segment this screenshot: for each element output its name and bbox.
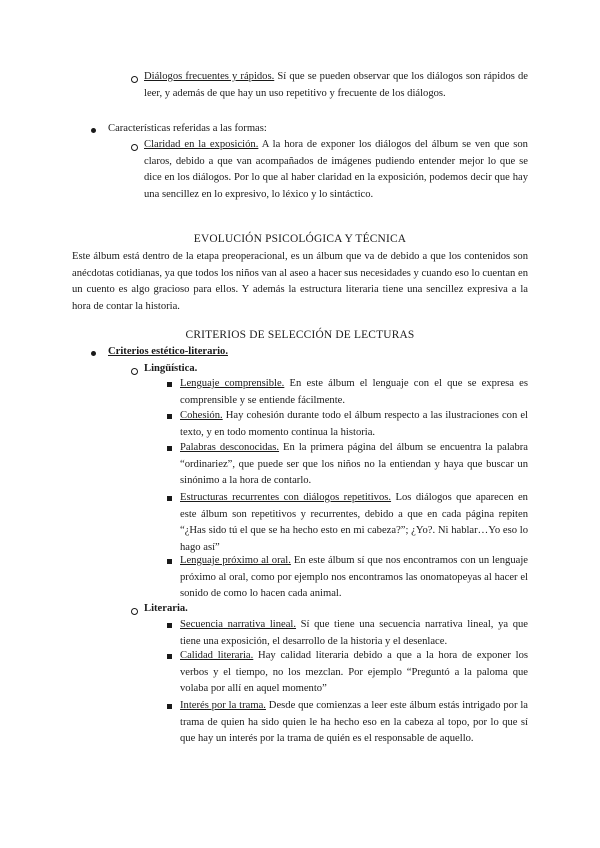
square-bullet-icon — [167, 623, 172, 628]
section-heading-criterios: CRITERIOS DE SELECCIÓN DE LECTURAS — [185, 329, 415, 341]
item-dialogos — [144, 69, 528, 102]
item-text: Sí que tiene una secuencia narrativa lineal, ya que tiene una exposición, el desarrollo de la historia y el desenlace. — [180, 619, 529, 647]
literaria-item — [180, 648, 528, 698]
square-bullet-icon — [167, 704, 172, 709]
linguistica-item — [180, 553, 528, 603]
item-text: En este álbum sí que nos encontramos con un lenguaje próximo al oral, como por ejemplo nos encontramos las onomatopeyas al hacer el sonido de como lo hacen cada animal. — [180, 555, 528, 600]
item-text: En la primera página del álbum se encuentra la palabra “ordinariez”, que puede ser que los niños no la entiendan y haya que buscar un sinónimo a la hora de contarlo. — [180, 442, 529, 487]
item-text: Hay cohesión durante todo el álbum respecto a las ilustraciones con el texto, y en todo momento continua la historia. — [180, 410, 528, 438]
circle-bullet-icon — [131, 608, 138, 615]
linguistica-item — [180, 490, 528, 556]
paragraph-evolucion: Este álbum está dentro de la etapa preoperacional, es un álbum que va de debido a que los contenidos son anécdotas cotidianas, ya que todos los niños van al aseo a hacer sus necesidades y cuando eso lo cuentan en un cuento es algo gracioso para ellos. Y además la estructura literaria tiene una sencillez expresiva a la hora de contar la historia. — [72, 251, 528, 312]
item-text: Los diálogos que aparecen en este álbum son repetitivos y recurrentes, debido a que en cada página repiten “¿Has sido tú el que se ha hecho esto en mi cabeza?”; ¿Yo?. Ni hablar…Yo eso lo hago así” — [180, 492, 528, 553]
item-title: Diálogos frecuentes y rápidos. — [144, 71, 275, 82]
disc-bullet-icon — [91, 351, 96, 356]
square-bullet-icon — [167, 382, 172, 387]
circle-bullet-icon — [131, 144, 138, 151]
item-text: En este álbum el lenguaje con el que se expresa es comprensible y se entiende fácilmente. — [180, 378, 528, 406]
literaria-item — [180, 617, 528, 650]
bullet-formas: Características referidas a las formas: — [108, 123, 267, 134]
square-bullet-icon — [167, 446, 172, 451]
item-text: Sí que se pueden observar que los diálogos son rápidos de leer, y además de que hay un uso repetitivo y frecuente de los diálogos. — [144, 71, 528, 99]
item-title: Interés por la trama. — [180, 700, 266, 711]
square-bullet-icon — [167, 496, 172, 501]
literaria-item — [180, 698, 528, 748]
item-claridad — [144, 137, 528, 203]
item-text: Desde que comienzas a leer este álbum estás intrigado por la trama de quien ha sido quien le ha hecho eso en la cabeza al topo, por lo que sí que hay un interés por la trama de quién es el responsable de aquello. — [180, 700, 528, 745]
square-bullet-icon — [167, 559, 172, 564]
item-title: Cohesión. — [180, 410, 223, 421]
item-title: Estructuras recurrentes con diálogos repetitivos. — [180, 492, 392, 503]
item-title: Lenguaje comprensible. — [180, 378, 285, 389]
item-title: Lenguaje próximo al oral. — [180, 555, 291, 566]
literaria-label: Literaria. — [144, 603, 188, 614]
criterios-main-bullet: Criterios estético-literario. — [108, 346, 228, 357]
item-title: Palabras desconocidas. — [180, 442, 280, 453]
linguistica-item — [180, 408, 528, 441]
disc-bullet-icon — [91, 128, 96, 133]
circle-bullet-icon — [131, 368, 138, 375]
linguistica-label: Lingüística. — [144, 363, 198, 374]
item-title: Claridad en la exposición. — [144, 139, 259, 150]
linguistica-item — [180, 376, 528, 409]
circle-bullet-icon — [131, 76, 138, 83]
item-text: A la hora de exponer los diálogos del álbum se ven que son claros, debido a que van acompañados de imágenes pudiendo entender mejor lo que se dice en los diálogos. Por lo que al haber claridad en la exposición, podemos decir que hay una sencillez en lo expresivo, lo léxico y lo sintáctico. — [144, 139, 528, 200]
item-title: Calidad literaria. — [180, 650, 254, 661]
item-text: Hay calidad literaria debido a que a la hora de exponer los verbos y el tiempo, no los mezclan. Por ejemplo “Preguntó a la paloma que volaba por allí en aquel momento” — [180, 650, 529, 695]
square-bullet-icon — [167, 654, 172, 659]
linguistica-item — [180, 440, 528, 490]
item-title: Secuencia narrativa lineal. — [180, 619, 297, 630]
section-heading-evolucion: EVOLUCIÓN PSICOLÓGICA Y TÉCNICA — [193, 233, 407, 245]
square-bullet-icon — [167, 414, 172, 419]
